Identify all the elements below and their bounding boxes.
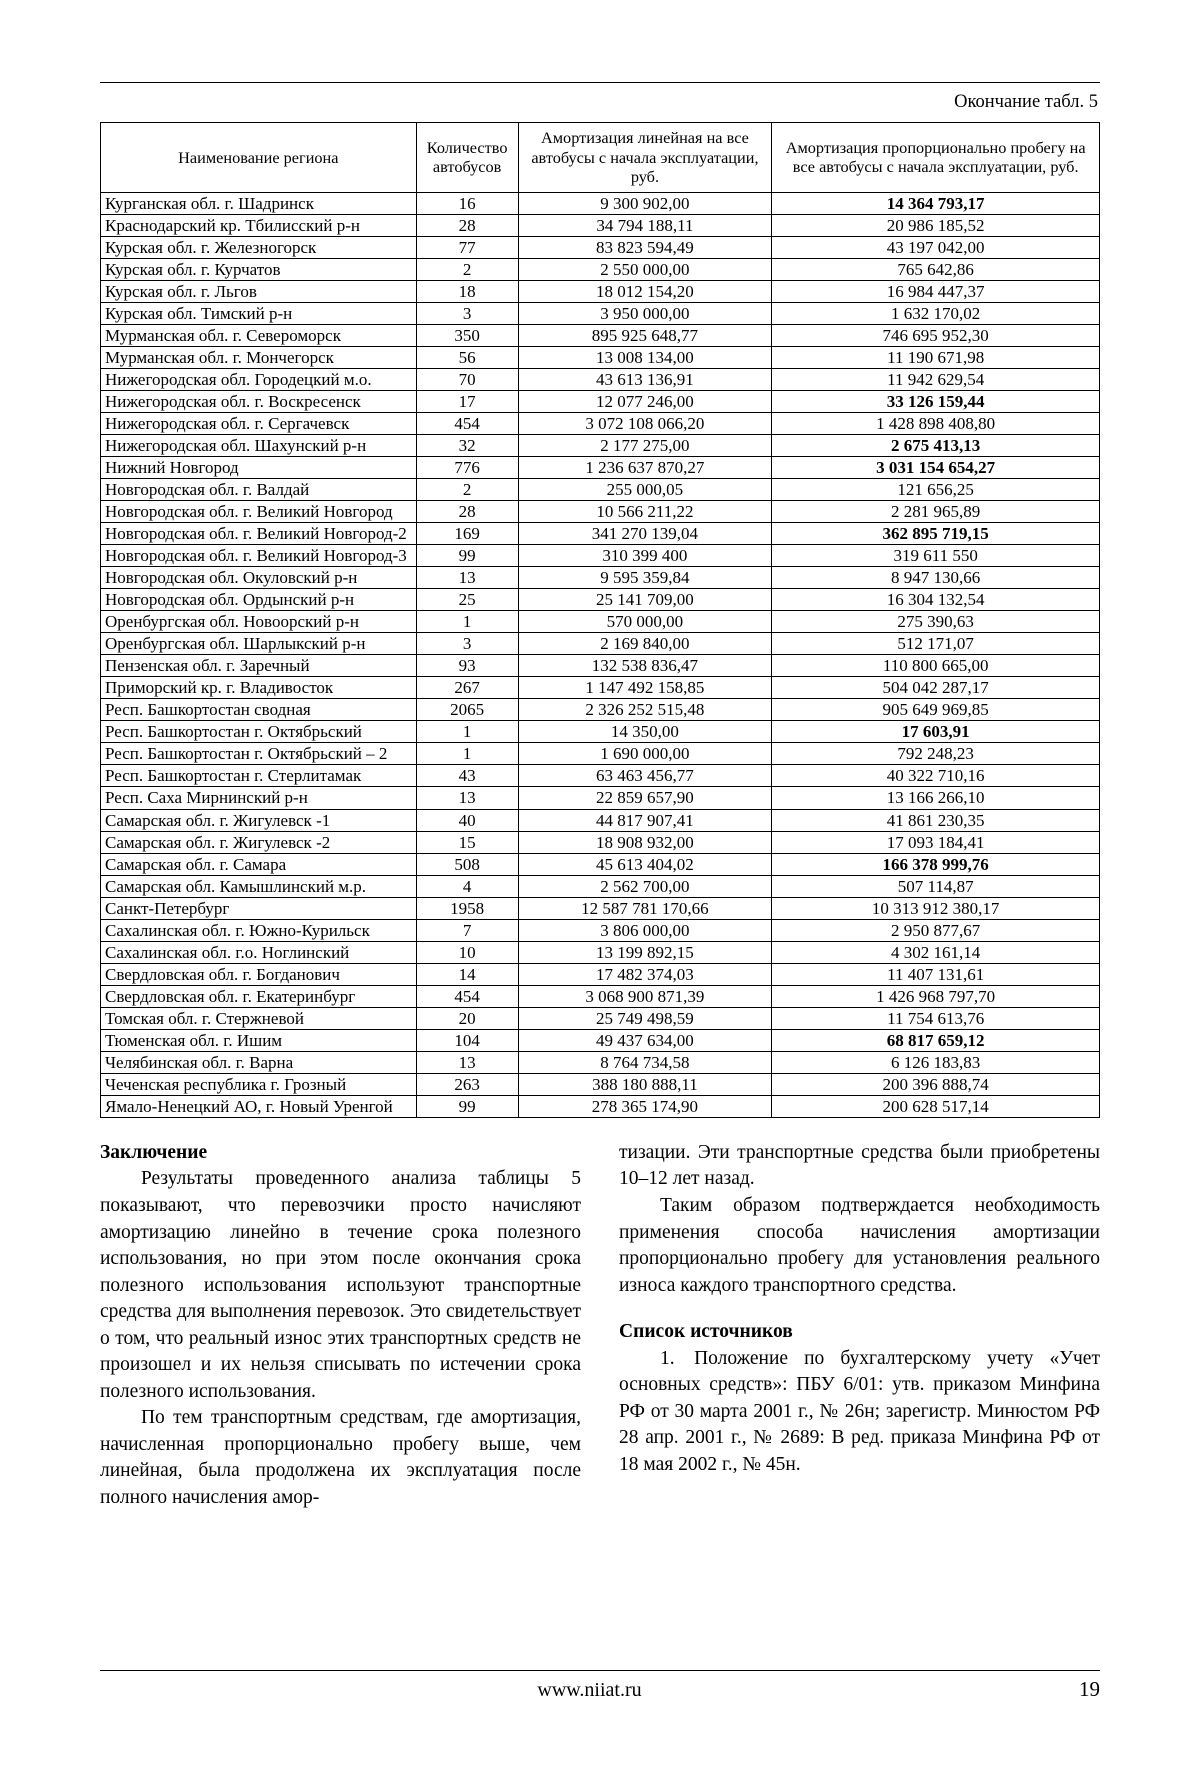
cell-linear-amortization: 2 550 000,00: [518, 258, 772, 280]
table-row: [101, 721, 1100, 743]
conclusion-paragraph-3: тизации. Эти транспортные средства были приобретены 10–12 лет назад.: [619, 1141, 1100, 1190]
table-row: [101, 941, 1100, 963]
cell-linear-amortization: 45 613 404,02: [518, 853, 772, 875]
cell-mileage-amortization: 507 114,87: [772, 875, 1100, 897]
cell-bus-count: 70: [416, 368, 518, 390]
sources-heading: Список источников: [619, 1321, 793, 1343]
table-row: [101, 765, 1100, 787]
cell-linear-amortization: 13 199 892,15: [518, 941, 772, 963]
cell-mileage-amortization: 121 656,25: [772, 479, 1100, 501]
cell-region: Чеченская республика г. Грозный: [101, 1073, 417, 1095]
cell-mileage-amortization: 2 675 413,13: [772, 434, 1100, 456]
cell-linear-amortization: 1 147 492 158,85: [518, 677, 772, 699]
cell-mileage-amortization: 512 171,07: [772, 633, 1100, 655]
cell-bus-count: 40: [416, 809, 518, 831]
table-row: [101, 434, 1100, 456]
column-header-mileage: Амортизация пропорционально пробегу на все автобусы с начала эксплуатации, руб.: [772, 123, 1100, 193]
cell-mileage-amortization: 68 817 659,12: [772, 1029, 1100, 1051]
cell-bus-count: 776: [416, 457, 518, 479]
body-columns: [100, 1140, 1100, 1511]
cell-region: Курганская обл. г. Шадринск: [101, 192, 417, 214]
cell-region: Самарская обл. г. Жигулевск -1: [101, 809, 417, 831]
cell-linear-amortization: 8 764 734,58: [518, 1051, 772, 1073]
cell-mileage-amortization: 16 304 132,54: [772, 589, 1100, 611]
table-row: [101, 567, 1100, 589]
cell-region: Краснодарский кр. Тбилисский р-н: [101, 214, 417, 236]
cell-region: Самарская обл. г. Жигулевск -2: [101, 831, 417, 853]
cell-linear-amortization: 2 177 275,00: [518, 434, 772, 456]
cell-mileage-amortization: 2 281 965,89: [772, 501, 1100, 523]
cell-bus-count: 93: [416, 655, 518, 677]
cell-linear-amortization: 895 925 648,77: [518, 324, 772, 346]
cell-region: Томская обл. г. Стержневой: [101, 1007, 417, 1029]
table-row: [101, 523, 1100, 545]
cell-mileage-amortization: 11 942 629,54: [772, 368, 1100, 390]
cell-linear-amortization: 1 690 000,00: [518, 743, 772, 765]
cell-linear-amortization: 3 806 000,00: [518, 919, 772, 941]
cell-bus-count: 16: [416, 192, 518, 214]
cell-region: Курская обл. г. Курчатов: [101, 258, 417, 280]
cell-mileage-amortization: 8 947 130,66: [772, 567, 1100, 589]
table-row: [101, 280, 1100, 302]
cell-bus-count: 77: [416, 236, 518, 258]
cell-linear-amortization: 10 566 211,22: [518, 501, 772, 523]
cell-mileage-amortization: 11 754 613,76: [772, 1007, 1100, 1029]
cell-bus-count: 28: [416, 214, 518, 236]
cell-linear-amortization: 2 562 700,00: [518, 875, 772, 897]
table-row: [101, 192, 1100, 214]
table-row: [101, 677, 1100, 699]
column-header-linear: Амортизация линейная на все автобусы с начала эксплуатации, руб.: [518, 123, 772, 193]
cell-linear-amortization: 3 950 000,00: [518, 302, 772, 324]
table-row: [101, 897, 1100, 919]
cell-linear-amortization: 83 823 594,49: [518, 236, 772, 258]
cell-bus-count: 99: [416, 545, 518, 567]
cell-mileage-amortization: 14 364 793,17: [772, 192, 1100, 214]
cell-linear-amortization: 12 587 781 170,66: [518, 897, 772, 919]
cell-bus-count: 20: [416, 1007, 518, 1029]
cell-linear-amortization: 34 794 188,11: [518, 214, 772, 236]
cell-bus-count: 169: [416, 523, 518, 545]
cell-mileage-amortization: 765 642,86: [772, 258, 1100, 280]
cell-region: Нижегородская обл. г. Воскресенск: [101, 390, 417, 412]
cell-linear-amortization: 9 595 359,84: [518, 567, 772, 589]
cell-region: Новгородская обл. г. Валдай: [101, 479, 417, 501]
cell-region: Новгородская обл. г. Великий Новгород-3: [101, 545, 417, 567]
table-caption: Окончание табл. 5: [954, 92, 1098, 112]
footer-page-number: 19: [1079, 1677, 1100, 1701]
cell-mileage-amortization: 13 166 266,10: [772, 787, 1100, 809]
cell-region: Сахалинская обл. г.о. Ноглинский: [101, 941, 417, 963]
cell-mileage-amortization: 792 248,23: [772, 743, 1100, 765]
cell-region: Респ. Башкортостан г. Стерлитамак: [101, 765, 417, 787]
cell-bus-count: 32: [416, 434, 518, 456]
cell-region: Курская обл. г. Льгов: [101, 280, 417, 302]
table-row: [101, 589, 1100, 611]
table-row: [101, 1073, 1100, 1095]
column-header-region: Наименование региона: [101, 123, 417, 193]
cell-region: Респ. Башкортостан г. Октябрьский – 2: [101, 743, 417, 765]
cell-mileage-amortization: 10 313 912 380,17: [772, 897, 1100, 919]
left-column: [100, 1140, 581, 1511]
cell-mileage-amortization: 4 302 161,14: [772, 941, 1100, 963]
cell-bus-count: 13: [416, 1051, 518, 1073]
cell-region: Самарская обл. Камышлинский м.р.: [101, 875, 417, 897]
conclusion-paragraph-4: Таким образом подтверждается необходимость применения способа начисления амортизации пропорционально пробегу для установления реального износа каждого транспортного средства.: [619, 1194, 1100, 1296]
table-row: [101, 831, 1100, 853]
cell-mileage-amortization: 2 950 877,67: [772, 919, 1100, 941]
cell-region: Самарская обл. г. Самара: [101, 853, 417, 875]
cell-linear-amortization: 310 399 400: [518, 545, 772, 567]
cell-region: Оренбургская обл. Новоорский р-н: [101, 611, 417, 633]
table-row: [101, 545, 1100, 567]
cell-bus-count: 350: [416, 324, 518, 346]
cell-linear-amortization: 3 072 108 066,20: [518, 412, 772, 434]
cell-linear-amortization: 570 000,00: [518, 611, 772, 633]
cell-mileage-amortization: 17 603,91: [772, 721, 1100, 743]
cell-mileage-amortization: 11 407 131,61: [772, 963, 1100, 985]
table-row: [101, 611, 1100, 633]
cell-linear-amortization: 17 482 374,03: [518, 963, 772, 985]
table-row: [101, 963, 1100, 985]
table-row: [101, 875, 1100, 897]
cell-bus-count: 25: [416, 589, 518, 611]
table-row: [101, 985, 1100, 1007]
amortization-table: [100, 122, 1100, 1118]
table-row: [101, 919, 1100, 941]
table-row: [101, 743, 1100, 765]
cell-region: Курская обл. Тимский р-н: [101, 302, 417, 324]
footer-website: www.niiat.ru: [537, 1679, 642, 1701]
table-row: [101, 412, 1100, 434]
cell-region: Тюменская обл. г. Ишим: [101, 1029, 417, 1051]
table-row: [101, 787, 1100, 809]
table-row: [101, 457, 1100, 479]
cell-mileage-amortization: 905 649 969,85: [772, 699, 1100, 721]
cell-linear-amortization: 2 326 252 515,48: [518, 699, 772, 721]
cell-bus-count: 7: [416, 919, 518, 941]
cell-linear-amortization: 44 817 907,41: [518, 809, 772, 831]
cell-mileage-amortization: 504 042 287,17: [772, 677, 1100, 699]
cell-region: Мурманская обл. г. Мончегорск: [101, 346, 417, 368]
cell-region: Респ. Саха Мирнинский р-н: [101, 787, 417, 809]
cell-region: Респ. Башкортостан сводная: [101, 699, 417, 721]
cell-region: Свердловская обл. г. Богданович: [101, 963, 417, 985]
cell-mileage-amortization: 275 390,63: [772, 611, 1100, 633]
cell-mileage-amortization: 746 695 952,30: [772, 324, 1100, 346]
cell-linear-amortization: 388 180 888,11: [518, 1073, 772, 1095]
cell-mileage-amortization: 3 031 154 654,27: [772, 457, 1100, 479]
table-row: [101, 501, 1100, 523]
cell-region: Челябинская обл. г. Варна: [101, 1051, 417, 1073]
cell-linear-amortization: 22 859 657,90: [518, 787, 772, 809]
cell-region: Нижегородская обл. Шахунский р-н: [101, 434, 417, 456]
cell-bus-count: 56: [416, 346, 518, 368]
cell-bus-count: 1958: [416, 897, 518, 919]
table-header-row: [101, 123, 1100, 193]
cell-linear-amortization: 25 141 709,00: [518, 589, 772, 611]
cell-mileage-amortization: 11 190 671,98: [772, 346, 1100, 368]
cell-bus-count: 104: [416, 1029, 518, 1051]
table-row: [101, 699, 1100, 721]
cell-mileage-amortization: 1 428 898 408,80: [772, 412, 1100, 434]
conclusion-paragraph-1: Результаты проведенного анализа таблицы 5 показывают, что перевозчики просто начисляют амортизацию линейно в течение срока полезного использования, но при этом после окончания срока полезного использования используют транспортные средства для выполнения перевозок. Это свидетельствует о том, что реальный износ этих транспортных средств не произошел и их нельзя списывать по истечении срока полезного использования.: [100, 1168, 581, 1402]
cell-bus-count: 1: [416, 743, 518, 765]
cell-bus-count: 3: [416, 302, 518, 324]
cell-region: Санкт-Петербург: [101, 897, 417, 919]
table-row: [101, 368, 1100, 390]
cell-bus-count: 14: [416, 963, 518, 985]
cell-bus-count: 2065: [416, 699, 518, 721]
cell-bus-count: 267: [416, 677, 518, 699]
page-footer: [100, 1670, 1100, 1702]
cell-linear-amortization: 14 350,00: [518, 721, 772, 743]
cell-region: Нижний Новгород: [101, 457, 417, 479]
cell-region: Ямало-Ненецкий АО, г. Новый Уренгой: [101, 1095, 417, 1117]
table-row: [101, 1007, 1100, 1029]
right-column: [619, 1140, 1100, 1511]
cell-bus-count: 15: [416, 831, 518, 853]
table-header: [101, 123, 1100, 193]
page: [0, 82, 1200, 1780]
cell-bus-count: 28: [416, 501, 518, 523]
cell-bus-count: 13: [416, 567, 518, 589]
cell-mileage-amortization: 6 126 183,83: [772, 1051, 1100, 1073]
cell-mileage-amortization: 16 984 447,37: [772, 280, 1100, 302]
cell-region: Новгородская обл. г. Великий Новгород-2: [101, 523, 417, 545]
table-row: [101, 390, 1100, 412]
cell-bus-count: 43: [416, 765, 518, 787]
top-rule: [100, 82, 1100, 83]
cell-bus-count: 2: [416, 479, 518, 501]
cell-linear-amortization: 278 365 174,90: [518, 1095, 772, 1117]
cell-region: Нижегородская обл. г. Сергачевск: [101, 412, 417, 434]
cell-mileage-amortization: 33 126 159,44: [772, 390, 1100, 412]
cell-mileage-amortization: 40 322 710,16: [772, 765, 1100, 787]
cell-linear-amortization: 9 300 902,00: [518, 192, 772, 214]
cell-bus-count: 4: [416, 875, 518, 897]
cell-linear-amortization: 25 749 498,59: [518, 1007, 772, 1029]
cell-linear-amortization: 1 236 637 870,27: [518, 457, 772, 479]
reference-item-1: 1. Положение по бухгалтерскому учету «Учет основных средств»: ПБУ 6/01: утв. приказом Минфина РФ от 30 марта 2001 г., № 26н; зарегистр. Минюстом РФ 28 апр. 2001 г., № 2689: В ред. приказа Минфина РФ от 18 мая 2002 г., № 45н.: [619, 1347, 1100, 1475]
cell-bus-count: 454: [416, 412, 518, 434]
cell-bus-count: 99: [416, 1095, 518, 1117]
cell-linear-amortization: 255 000,05: [518, 479, 772, 501]
cell-bus-count: 3: [416, 633, 518, 655]
table-row: [101, 655, 1100, 677]
table-row: [101, 1051, 1100, 1073]
cell-bus-count: 263: [416, 1073, 518, 1095]
cell-linear-amortization: 341 270 139,04: [518, 523, 772, 545]
cell-region: Новгородская обл. г. Великий Новгород: [101, 501, 417, 523]
table-row: [101, 633, 1100, 655]
table-body: [101, 192, 1100, 1117]
cell-mileage-amortization: 1 632 170,02: [772, 302, 1100, 324]
table-row: [101, 853, 1100, 875]
cell-bus-count: 10: [416, 941, 518, 963]
cell-region: Нижегородская обл. Городецкий м.о.: [101, 368, 417, 390]
cell-region: Новгородская обл. Ордынский р-н: [101, 589, 417, 611]
cell-linear-amortization: 13 008 134,00: [518, 346, 772, 368]
cell-mileage-amortization: 319 611 550: [772, 545, 1100, 567]
cell-linear-amortization: 12 077 246,00: [518, 390, 772, 412]
cell-bus-count: 2: [416, 258, 518, 280]
cell-bus-count: 454: [416, 985, 518, 1007]
table-row: [101, 1029, 1100, 1051]
cell-mileage-amortization: 41 861 230,35: [772, 809, 1100, 831]
table-row: [101, 302, 1100, 324]
cell-mileage-amortization: 200 396 888,74: [772, 1073, 1100, 1095]
cell-bus-count: 13: [416, 787, 518, 809]
cell-linear-amortization: 3 068 900 871,39: [518, 985, 772, 1007]
table-row: [101, 324, 1100, 346]
table-row: [101, 1095, 1100, 1117]
cell-mileage-amortization: 20 986 185,52: [772, 214, 1100, 236]
cell-linear-amortization: 2 169 840,00: [518, 633, 772, 655]
cell-linear-amortization: 43 613 136,91: [518, 368, 772, 390]
table-row: [101, 479, 1100, 501]
cell-region: Пензенская обл. г. Заречный: [101, 655, 417, 677]
table-row: [101, 258, 1100, 280]
cell-linear-amortization: 132 538 836,47: [518, 655, 772, 677]
conclusion-paragraph-2: По тем транспортным средствам, где амортизация, начисленная пропорционально пробегу выше, чем линейная, была продолжена их эксплуатация после полного начисления амор-: [100, 1407, 581, 1508]
cell-mileage-amortization: 1 426 968 797,70: [772, 985, 1100, 1007]
column-header-count: Количество автобусов: [416, 123, 518, 193]
cell-mileage-amortization: 166 378 999,76: [772, 853, 1100, 875]
cell-linear-amortization: 49 437 634,00: [518, 1029, 772, 1051]
cell-region: Свердловская обл. г. Екатеринбург: [101, 985, 417, 1007]
table-row: [101, 346, 1100, 368]
cell-bus-count: 508: [416, 853, 518, 875]
cell-region: Курская обл. г. Железногорск: [101, 236, 417, 258]
cell-linear-amortization: 18 012 154,20: [518, 280, 772, 302]
cell-linear-amortization: 63 463 456,77: [518, 765, 772, 787]
footer-rule: [100, 1670, 1100, 1671]
cell-mileage-amortization: 200 628 517,14: [772, 1095, 1100, 1117]
cell-region: Респ. Башкортостан г. Октябрьский: [101, 721, 417, 743]
table-row: [101, 236, 1100, 258]
cell-linear-amortization: 18 908 932,00: [518, 831, 772, 853]
cell-bus-count: 1: [416, 611, 518, 633]
cell-region: Приморский кр. г. Владивосток: [101, 677, 417, 699]
cell-mileage-amortization: 17 093 184,41: [772, 831, 1100, 853]
cell-bus-count: 18: [416, 280, 518, 302]
table-row: [101, 809, 1100, 831]
cell-region: Новгородская обл. Окуловский р-н: [101, 567, 417, 589]
conclusion-heading: Заключение: [100, 1141, 208, 1163]
cell-mileage-amortization: 362 895 719,15: [772, 523, 1100, 545]
cell-bus-count: 17: [416, 390, 518, 412]
table-row: [101, 214, 1100, 236]
cell-mileage-amortization: 43 197 042,00: [772, 236, 1100, 258]
cell-region: Сахалинская обл. г. Южно-Курильск: [101, 919, 417, 941]
cell-mileage-amortization: 110 800 665,00: [772, 655, 1100, 677]
cell-region: Мурманская обл. г. Североморск: [101, 324, 417, 346]
cell-region: Оренбургская обл. Шарлыкский р-н: [101, 633, 417, 655]
cell-bus-count: 1: [416, 721, 518, 743]
